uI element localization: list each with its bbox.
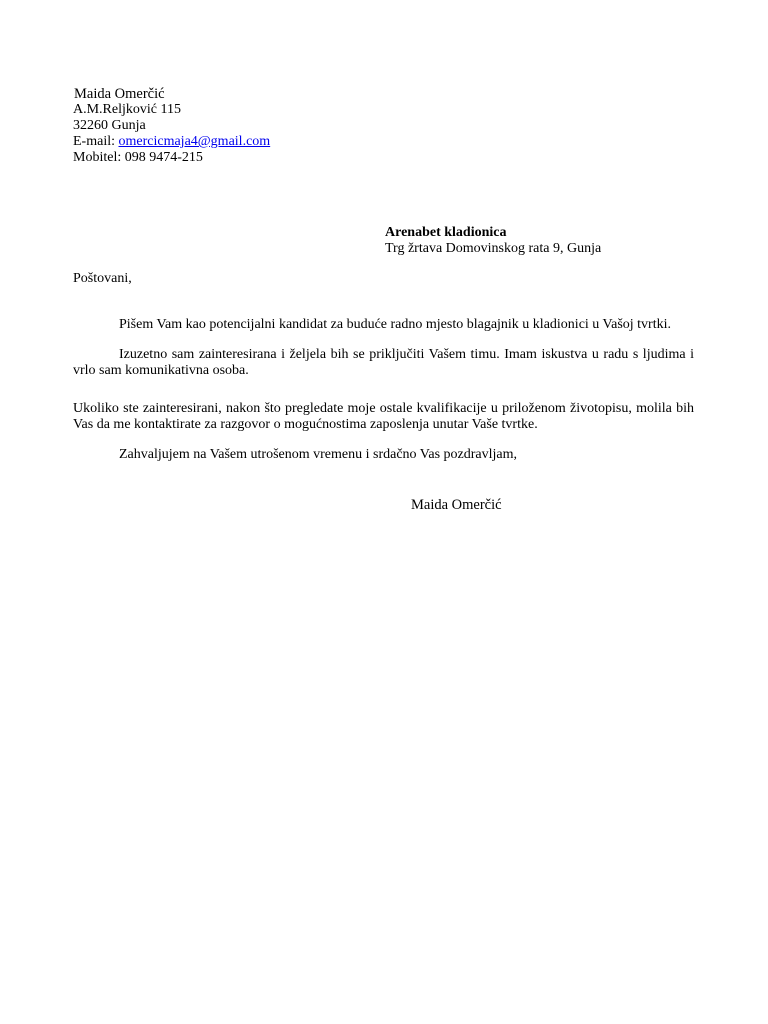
sender-city: 32260 Gunja (73, 118, 146, 133)
paragraph-3-line-2: Vas da me kontaktirate za razgovor o mogućnostima zaposlenja unutar Vaše tvrtke. (73, 417, 538, 432)
sender-street: A.M.Reljković 115 (73, 102, 181, 117)
paragraph-2-line-2: vrlo sam komunikativna osoba. (73, 363, 249, 378)
paragraph-1: Pišem Vam kao potencijalni kandidat za buduće radno mjesto blagajnik u kladionici u Vašoj tvrtki. (119, 317, 671, 332)
paragraph-3-line-1: Ukoliko ste zainteresirani, nakon što pregledate moje ostale kvalifikacije u priloženom životopisu, molila bih (73, 401, 694, 416)
recipient-name: Arenabet kladionica (385, 225, 507, 240)
sender-name: Maida Omerčić (74, 86, 165, 102)
sender-email-label: E-mail: (73, 134, 119, 149)
recipient-address: Trg žrtava Domovinskog rata 9, Gunja (385, 241, 602, 256)
sender-mobile: Mobitel: 098 9474-215 (73, 150, 203, 165)
greeting: Poštovani, (73, 271, 132, 286)
sender-email-line (73, 134, 270, 150)
paragraph-2-line-1: Izuzetno sam zainteresirana i željela bih se priključiti Vašem timu. Imam iskustva u radu s ljudima i (119, 347, 694, 362)
signature: Maida Omerčić (411, 497, 502, 513)
closing: Zahvaljujem na Vašem utrošenom vremenu i srdačno Vas pozdravljam, (119, 447, 517, 462)
sender-email-link[interactable]: omercicmaja4@gmail.com (118, 134, 271, 149)
